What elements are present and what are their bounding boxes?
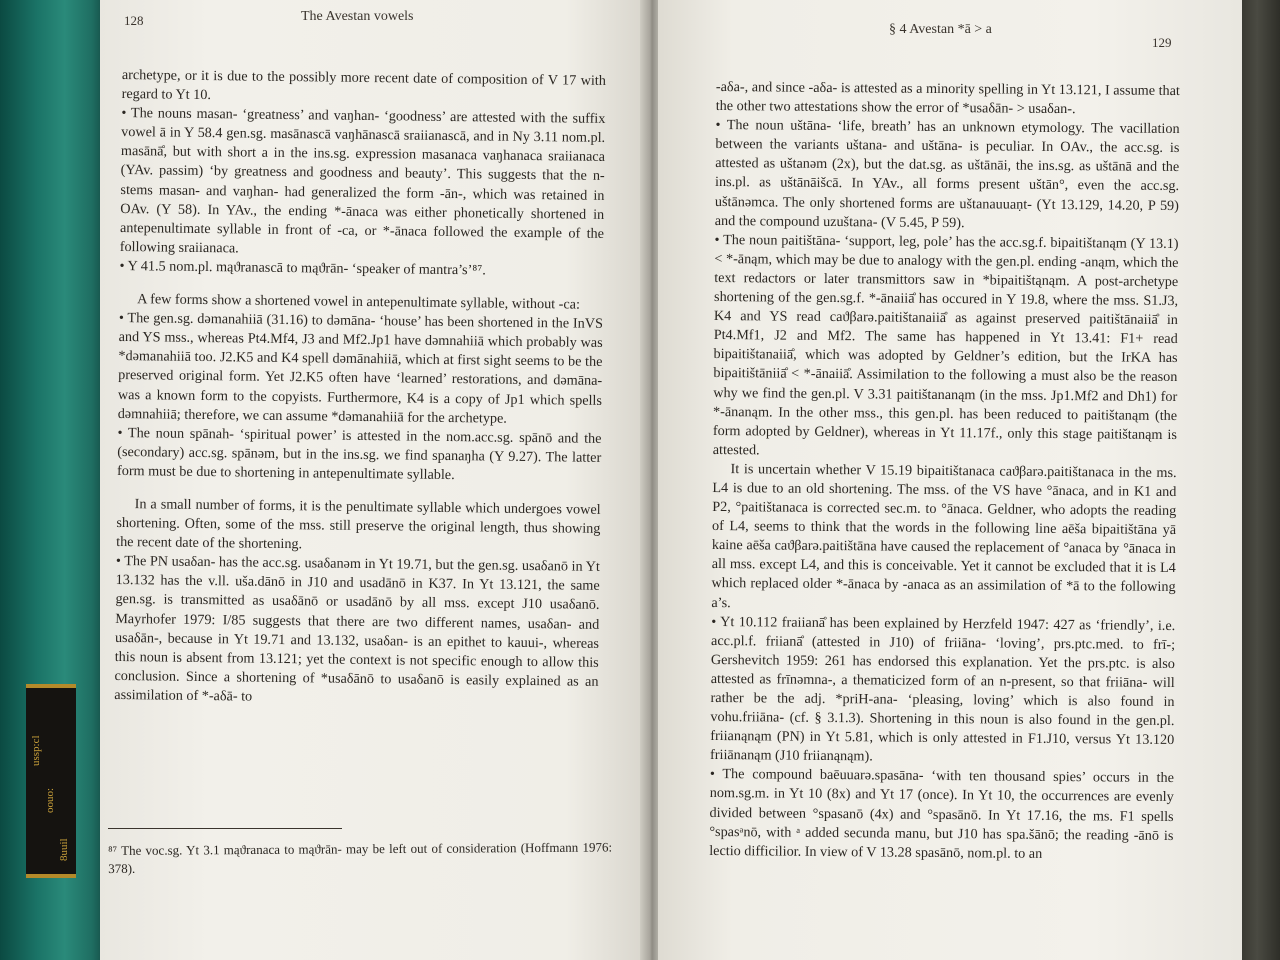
spine-label-line: oouo: — [44, 787, 56, 813]
spine-label — [26, 684, 76, 878]
paragraph: • The noun spānah- ‘spiritual power’ is attested in the nom.acc.sg. spānō and the (secondary) acc.sg. spānəm, but in the ins.sg. we find spanaŋha (Y 9.27). The latter form must be due to shortening in antepenultimate syllable. — [116, 424, 602, 483]
right-page-number: 129 — [1152, 35, 1172, 50]
book-spine — [0, 0, 108, 960]
paragraph: • The PN usaδan- has the acc.sg. usaδanəm in Yt 19.71, but the gen.sg. usaδanō in Yt 13.132 has the v.ll. uša.dānō in J10 and usadānō in K37. In Yt 13.121, the same gen.sg. is transmitted as usaδānō or usadānō by all mss. except J10 usaδanō. Mayrhofer 1979: I/85 suggests that there are two different names, usaδan- and usaδān-, because in Yt 19.71 and 13.132, usaδan- is an epithet to kauui-, whereas this noun is absent from 13.121; yet the context is not specific enough to allow this conclusion. Since a shortening of *usaδānō to usaδanō is easily explained as an assimilation of *-aδā- to — [114, 553, 601, 705]
left-page-body — [114, 66, 606, 711]
paragraph: • The noun paitištāna- ‘support, leg, pole’ has the acc.sg.f. bipaitištanąm (Y 13.1) < *-ānąm, which may be due to analogy with the gen.pl. ending -anąm, which the text redactors or later transmittors saw in *bipaitištąnąm. A post-archetype shortening of the gen.sg.f. *-ānaiiā̊ has occured in Y 19.8, where the mss. S1.J3, K4 and YS read caϑβarə.paitištanaiiā̊ as against preserved paitištānaiiā̊ in Pt4.Mf1, J2 and Mf2. The same has happened in Yt 13.41: F1+ read bipaitištanaiiā̊, which was adopted by Geldner’s edition, but the IrKA has bipaitištāniiā̊ < *-ānaiiā̊. Assimilation to the following a must also be the reason why we find the gen.pl. V 3.31 paitištananąm (in the mss. Jp1.Mf2 and Dh1) for *-ānanąm. In the other mss., this gen.pl. has been reduced to paitištanąm (the form adopted by Geldner), whereas in Yt 11.17f., only this stage paitištanąm is attested. — [712, 231, 1179, 459]
left-page-number: 128 — [124, 13, 144, 28]
paragraph: • The gen.sg. dəmanahiiā (31.16) to dəmāna- ‘house’ has been shortened in the InVS and YS mss., whereas Pt4.Mf4, J3 and Mf2.Jp1 have dəmnahiiā which probably was *dəmanahiiā too. J2.K5 and K4 spell dəmānahiiā, which at first sight seems to be the preserved original form. Yet J2.K5 often have ‘learned’ restorations, and dəmāna- was a known form to the copyists. Furthermore, K4 is a copy of Jp1 which spells dəmnahiiā; therefore, we can assume *dəmanahiiā for the archetype. — [117, 310, 603, 427]
left-running-head: The Avestan vowels — [301, 9, 414, 24]
paragraph: • The nouns masan- ‘greatness’ and vaŋhan- ‘goodness’ are attested with the suffix vowel ā in Y 58.4 gen.sg. masānascā vaŋhānascā sraiianascā, and in Ny 3.11 nom.pl. masānā̊, but with short a in the ins.sg. expression masanaca vaŋhanaca sraiianaca (YAv. passim) ‘by greatness and goodness and beauty’. This suggests that the n-stems masan- and vaŋhan- had generalized the form -ān-, which was retained in OAv. (Y 58). In YAv., the ending *-ānaca was either phonetically shortened in antepenultimate syllable in front of -ca, or *-ānaca followed the example of the following sraiianaca. — [119, 105, 606, 257]
paragraph: • The compound baēuuarə.spasāna- ‘with ten thousand spies’ occurs in the nom.sg.m. in Yt 10 (8x) and Yt 17 (once). In Yt 10, the occurrences are evenly divided between °spasanō (4x) and °spasānō. In Yt 17.16, the ms. F1 spells °spasᵃnō, with ᵃ added secunda manu, but J10 has spa.šānō; the reading -ānō is lectio difficilior. In view of V 13.28 spasānō, nom.pl. to an — [709, 766, 1174, 862]
paragraph: • Y 41.5 nom.pl. mąϑranascā to mąϑrān- ‘speaker of mantra’s’⁸⁷. — [119, 257, 486, 279]
spine-label-line: 8uuil — [58, 838, 70, 861]
paragraph: In a small number of forms, it is the penultimate syllable which undergoes vowel shortening. Often, some of the mss. still preserve the original length, thus showing the recent date of the shortening. — [116, 496, 601, 553]
paragraph: A few forms show a shortened vowel in antepenultimate syllable, without -ca: — [137, 291, 581, 313]
paragraph: It is uncertain whether V 15.19 bipaitištanaca caϑβarə.paitištanaca in the ms. L4 is due to an old shortening. The mss. of the VS have °ānaca, and in K1 and P2, °paitištanaca is corrected sec.m. to °ānaca. Geldner, who adopts the reading of L4, seems to think that the words in the following line aēša bipaitištāna yā kaine aēša caϑβarə.paitištāna have caused the replacement of °anaca by °ānaca in all mss. except L4, and this is conceivable. Yet it cannot be excluded that it is L4 which replaced older *-ānaca by -anaca as an assimilation of *ā to the following a’s. — [711, 461, 1177, 611]
footnote-rule — [108, 828, 342, 829]
paragraph: -aδa-, and since -aδa- is attested as a minority spelling in Yt 13.121, I assume that the other two attestations show the error of *usaδān- > usaδan-. — [715, 78, 1180, 118]
spine-label-line: ussp:cl — [30, 735, 42, 766]
right-running-head: § 4 Avestan *ā > a — [889, 22, 992, 37]
page-edges — [1242, 0, 1280, 960]
paragraph: archetype, or it is due to the possibly more recent date of composition of V 17 with regard to Yt 10. — [121, 66, 606, 104]
right-page-body — [709, 78, 1180, 865]
paragraph: • The noun uštāna- ‘life, breath’ has an unknown etymology. The vacillation between the variants uštana- and uštāna- is peculiar. In OAv., the acc.sg. is attested as uštanəm (2x), but the dat.sg. as uštānāi, the ins.sg. as uštānā and the ins.pl. as uštānāišcā. In YAv., all forms present uštān°, even the acc.sg. uštānəmca. The only shortened forms are uštanauuaṇt- (Yt 13.129, 14.20, P 59) and the compound uzuštana- (V 5.45, P 59). — [714, 117, 1180, 231]
paragraph: • Yt 10.112 fraiianā̊ has been explained by Herzfeld 1947: 427 as ‘friendly’, i.e. acc.pl.f. friianā̊ (attested in J10) of friiāna- ‘loving’, prs.ptc.med. to frī-; Gershevitch 1959: 261 has endorsed this explanation. Yet the prs.ptc. is also attested as frīnəmna-, a thematicized form of an n-present, so that friiāna- will rather be the adj. *priH-ana- ‘pleasing, loving’ which is also found in vohu.friiāna- (cf. § 3.1.3). Shortening in this noun is also found in the gen.pl. friianąnąm (PN) in Yt 5.81, which is only attested in F1.J10, versus Yt 13.120 friiānanąm (J10 friianąnąm). — [710, 613, 1176, 765]
footnote: ⁸⁷ The voc.sg. Yt 3.1 mąϑranaca to mąϑrān- may be left out of consideration (Hoffmann 1976: 378). — [108, 839, 613, 876]
